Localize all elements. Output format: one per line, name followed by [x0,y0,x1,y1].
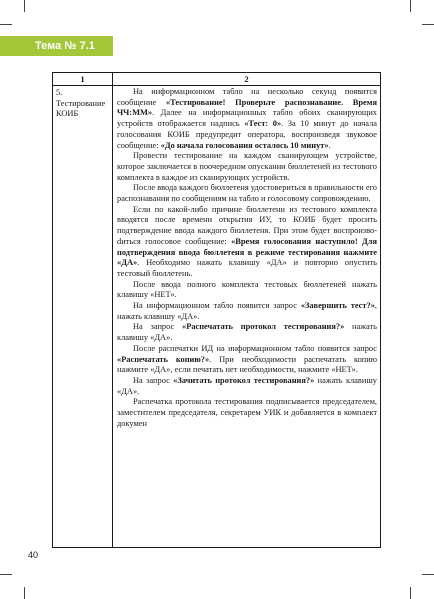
content-paragraph [117,280,377,301]
bold-message-text: «Завершить тест?» [300,301,375,311]
body-text: После ввода полного комплекта тестовых бюллетеней нажать клавишу «НЕТ». [117,279,377,300]
crop-mark [410,0,411,12]
content-paragraph [117,205,377,280]
topic-title: Тема № 7.1 [35,40,95,52]
content-paragraph [117,151,377,183]
body-text: . При необходимости распечатать копию нажмите «ДА», если печатать нет необходимости, нажмите «НЕТ». [117,354,378,375]
body-text: На информационном табло появится запрос [133,301,301,311]
content-paragraph [117,183,377,204]
body-text: Если по какой-либо причине бюллетени из тестового комплекта вводятся после времени открытия ИУ, то КОИБ будет просить подтверждение ввода каждого бюллетеня. При этом будет воспроизвоdиться голосовое сообщение: [117,204,377,246]
row-content-cell [113,86,381,548]
crop-mark [0,24,12,25]
crop-mark [410,587,411,599]
body-text: нажать клавишу «ДА». [117,322,378,343]
body-text: После ввода каждого бюллетеня удостовериться в правильности его распознавания по сообщениям на табло и голосовому сопровождению. [117,183,377,204]
crop-mark [24,0,25,12]
body-text: , нажать клавишу «ДА». [117,301,377,321]
column-header-2: 2 [113,73,381,86]
body-text: Распечатка протокола тестирования подписывается председателем, заместителем председателя, секретарем УИК и добавляется в комплект докумен [117,397,377,428]
body-text: нажать клавишу «ДА». [117,375,377,396]
content-paragraph [117,376,377,397]
content-paragraph [117,397,377,429]
bold-message-text: «Зачитать протокол тестирования?» [173,375,315,385]
body-text: . Далее на информационных табло обоих сканирующих устройств отображается надпись [117,108,377,129]
crop-mark [0,574,12,575]
crop-mark [422,574,434,575]
bold-message-text: «Распечатать копию?» [117,354,210,364]
bold-message-text: «Время голосования наступило! Для подтверждения ввода бюллетеня в режиме тестирования нажмите «ДА» [117,236,377,268]
body-text: На информационном табло на несколько секунд появится сообщение [117,87,377,107]
body-text: На запрос [133,375,174,385]
table-row [53,86,381,548]
body-text: . [328,140,331,150]
body-text: Провести тестирование на каждом сканирующем устройстве, которое заключается в поочередном опускании бюллетеней из тестового комплекта в каждое из сканирующих устройств. [117,151,377,182]
bold-message-text: «Тест: 0» [244,119,282,129]
page-number: 40 [28,550,39,560]
crop-mark [422,24,434,25]
crop-mark [24,587,25,599]
column-header-1: 1 [53,73,113,86]
body-text: . Необходимо нажать клавишу «ДА» и повторно опустить тестовый бюллетень. [117,258,377,278]
body-text: После распечатки ИД на информационном табло появится запрос [133,343,377,353]
bold-message-text: «До начала голосования осталось 10 минут» [160,140,329,150]
bold-message-text: «Тестирование! Проверьте распознавание. Время ЧЧ:ММ» [117,97,377,118]
content-paragraph [117,322,377,343]
body-text: . За 10 минут до начала голосования КОИБ предупредит оператора, воспроизведя звуковое сообщение: [117,119,377,150]
procedure-table [52,72,381,548]
row-label: 5. Тестирование КОИБ [56,88,106,119]
row-label-cell [53,86,113,548]
bold-message-text: «Распечатать протокол тестирования?» [182,322,345,332]
table-header-row [53,73,381,86]
body-text: На запрос [133,322,183,332]
content-paragraph [117,344,377,376]
content-paragraph [117,301,377,322]
content-paragraph [117,87,377,151]
